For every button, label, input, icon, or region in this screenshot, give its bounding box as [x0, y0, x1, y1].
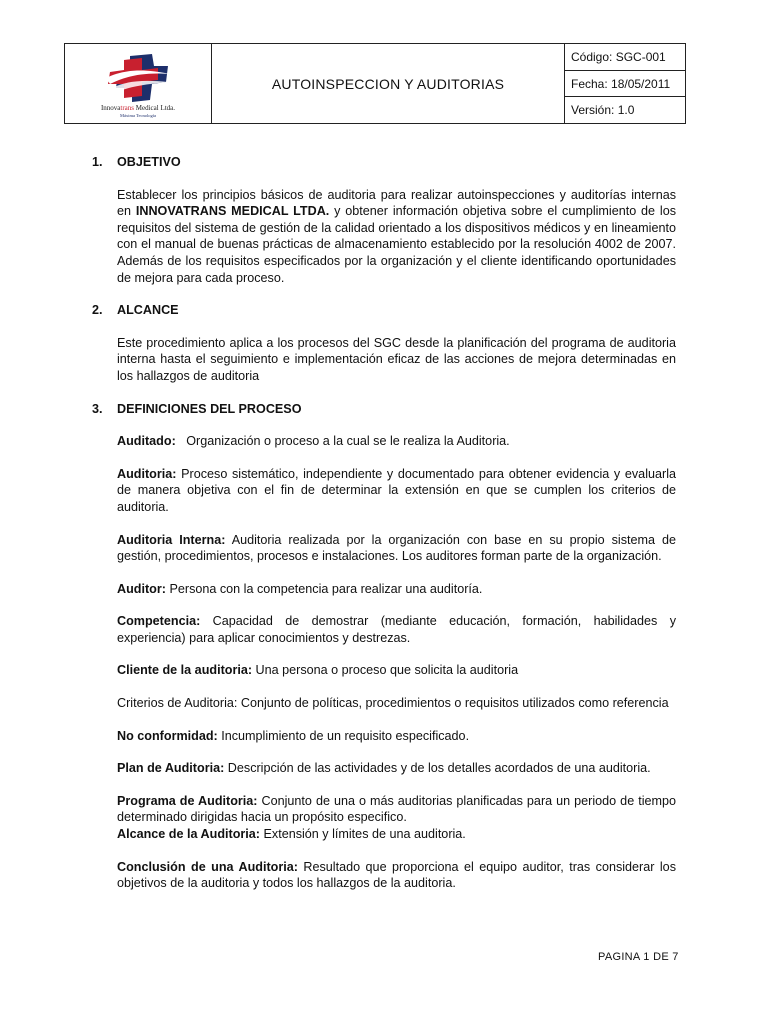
section-number: 2.	[92, 303, 103, 318]
company-logo-icon	[102, 52, 174, 104]
document-date: Fecha: 18/05/2011	[565, 71, 685, 98]
section-heading-definiciones	[92, 401, 676, 418]
logo-company-name: Innovatrans Medical Ltda.	[100, 104, 176, 112]
document-body	[92, 154, 676, 892]
definition-item: Competencia: Capacidad de demostrar (mediante educación, formación, habilidades y experiencia) para aplicar conocimientos y destrezas.	[117, 614, 676, 645]
page-number: PAGINA 1 DE 7	[598, 951, 679, 963]
definition-item: Criterios de Auditoria: Conjunto de políticas, procedimientos o requisitos utilizados como referencia	[117, 696, 669, 711]
document-title: AUTOINSPECCION Y AUDITORIAS	[212, 44, 565, 123]
section-title: OBJETIVO	[117, 155, 181, 169]
section-number: 3.	[92, 401, 103, 416]
section-heading-objetivo	[92, 154, 676, 171]
objetivo-paragraph: Establecer los principios básicos de auditoria para realizar autoinspecciones y auditorías internas en INNOVATRANS MEDICAL LTDA. y obtener información objetiva sobre el cumplimiento de los requisitos del sistema de gestión de la calidad orientado a los dispositivos médicos y en lineamiento con el manual de buenas prácticas de almacenamiento establecido por la resolución 4002 de 2007. Además de los requisitos especificados por la organización y el cliente identificando oportunidades de mejora para cada proceso.	[117, 187, 677, 285]
document-meta	[565, 44, 685, 123]
definition-item: Cliente de la auditoria: Una persona o proceso que solicita la auditoria	[117, 663, 519, 678]
definition-item: Plan de Auditoria: Descripción de las actividades y de los detalles acordados de una auditoria.	[117, 761, 651, 776]
section-heading-alcance	[92, 302, 676, 319]
logo-cell	[65, 44, 212, 123]
definition-item: Conclusión de una Auditoria: Resultado que proporciona el equipo auditor, tras considerar los objetivos de la auditoria y todos los hallazgos de la auditoria.	[117, 859, 676, 891]
section-title: ALCANCE	[117, 303, 179, 318]
alcance-paragraph: Este procedimiento aplica a los procesos del SGC desde la planificación del programa de auditoria interna hasta el seguimiento e implementación eficaz de las acciones de mejora determinadas en los hallazgos de auditoria	[117, 335, 676, 383]
document-header	[64, 43, 686, 124]
definition-item: Alcance de la Auditoria: Extensión y límites de una auditoria.	[117, 827, 466, 842]
section-number: 1.	[92, 155, 103, 169]
document-version: Versión: 1.0	[571, 103, 635, 118]
definition-item: Programa de Auditoria: Conjunto de una o más auditorias planificadas para un periodo de tiempo determinado dirigidas hacia un propósito especifico.	[117, 793, 677, 825]
document-code: Código: SGC-001	[565, 44, 685, 71]
definition-item: Auditoria: Proceso sistemático, independiente y documentado para obtener evidencia y evaluarla de manera objetiva con el fin de determinar la extensión en que se cumplen los criterios de auditoria.	[117, 466, 676, 514]
logo-tagline: Máxima Tecnología	[120, 113, 156, 118]
definition-item: Auditor: Persona con la competencia para realizar una auditoría.	[117, 581, 483, 596]
section-title: DEFINICIONES DEL PROCESO	[117, 401, 302, 416]
definition-item: No conformidad: Incumplimiento de un requisito especificado.	[117, 728, 470, 743]
definition-item: Auditado: Organización o proceso a la cual se le realiza la Auditoria.	[117, 434, 510, 449]
definition-item: Auditoria Interna: Auditoria realizada por la organización con base en su propio sistema de gestión, procedimientos, procesos e instalaciones. Los auditores forman parte de la organización.	[117, 532, 676, 564]
